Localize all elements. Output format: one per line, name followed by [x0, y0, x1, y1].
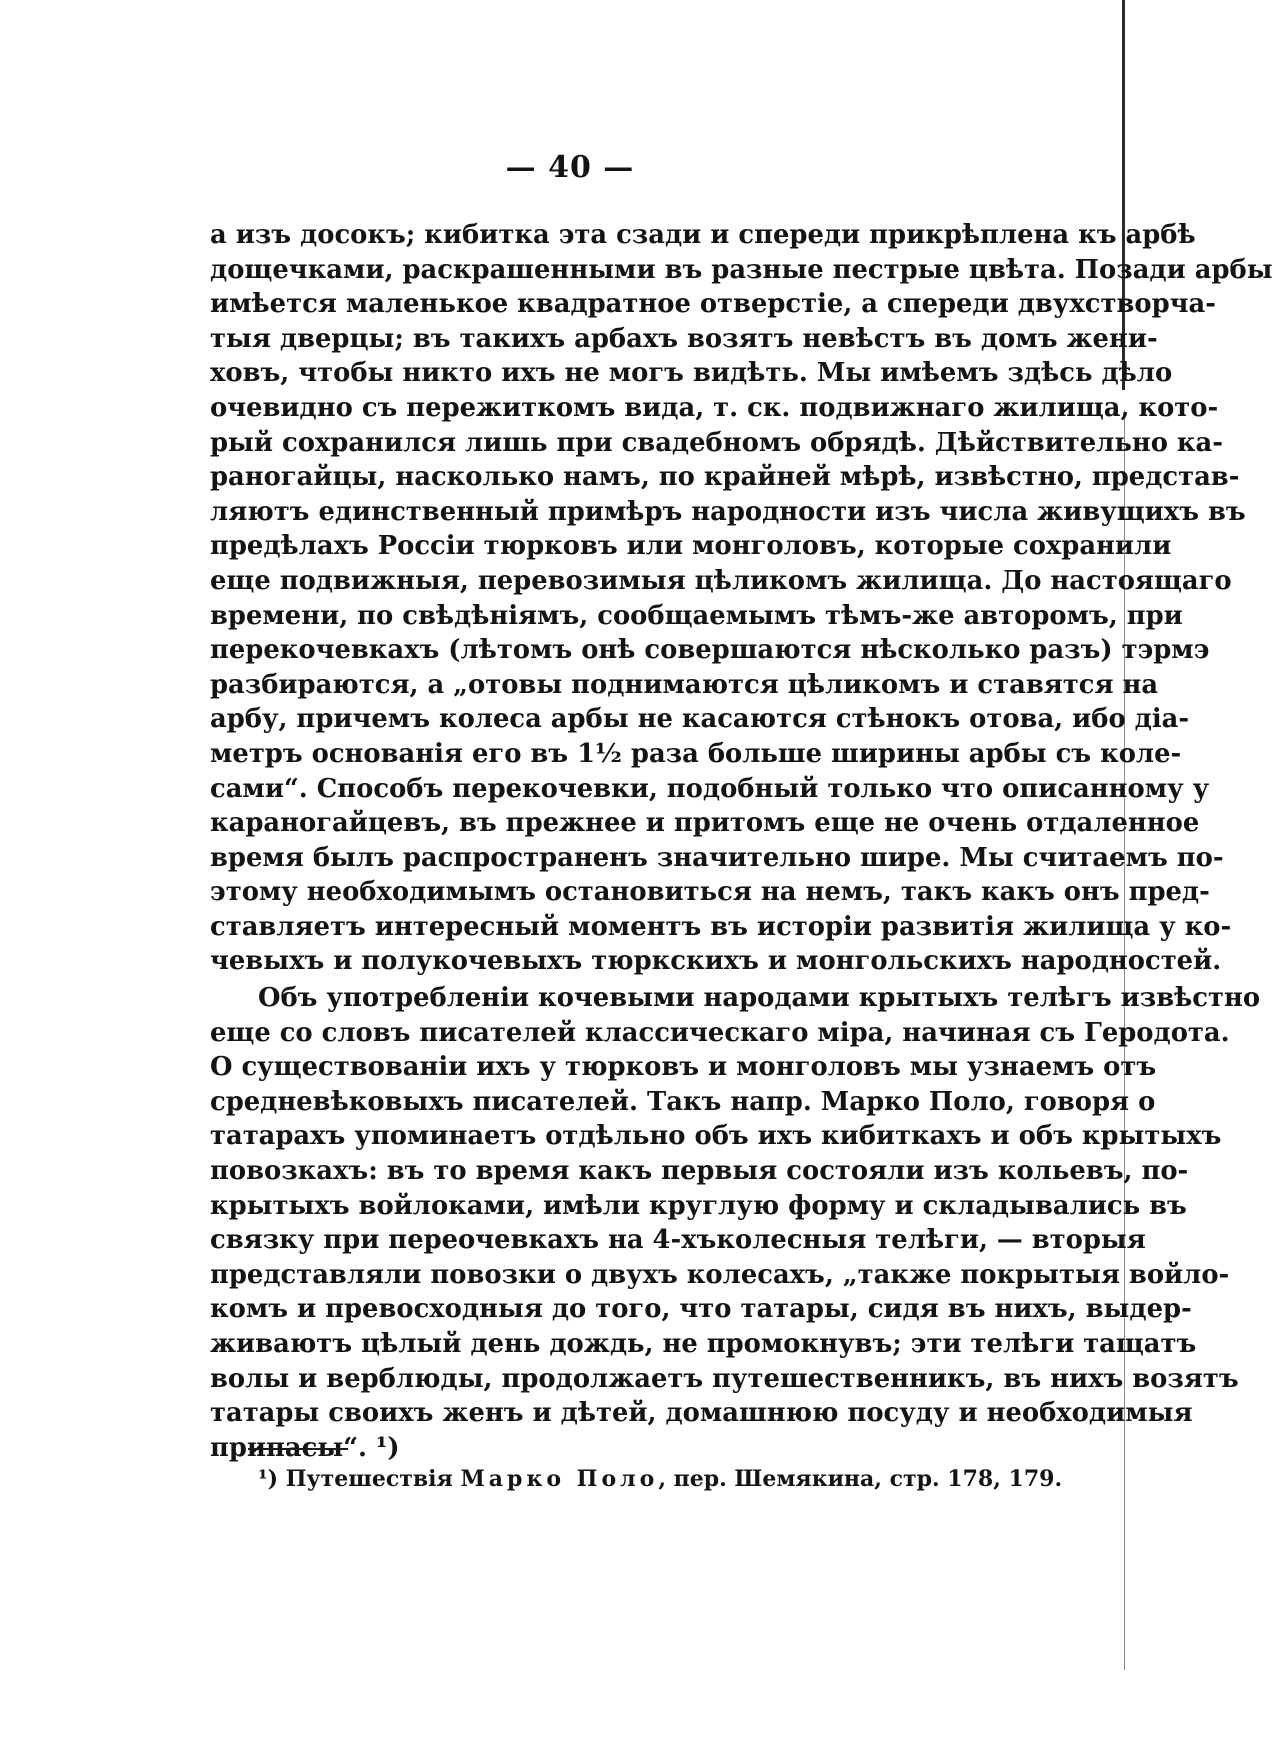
text-line: волы и верблюды, продолжаетъ путешественникъ, въ нихъ возятъ	[210, 1363, 1239, 1394]
text-line: а изъ досокъ; кибитка эта сзади и спереди прикрѣплена къ арбѣ	[210, 220, 1196, 250]
text-line: караногайцевъ, въ прежнее и притомъ еще не очень отдаленное	[210, 808, 1200, 839]
text-line: очевидно съ пережиткомъ вида, т. ск. подвижнаго жилища, кото-	[210, 392, 1219, 423]
text-line: дощечками, раскрашенными въ разные пестрые цвѣта. Позади арбы	[210, 254, 1273, 285]
footnote-separator	[248, 1448, 348, 1450]
text-line: связку при переочевкахъ на 4-хъколесныя телѣги, — вторыя	[210, 1225, 1146, 1256]
text-line: татарахъ упоминаетъ отдѣльно объ ихъ кибиткахъ и объ крытыхъ	[210, 1121, 1222, 1152]
text-line: припасы“. ¹)	[210, 1432, 400, 1463]
text-line: времени, по свѣдѣніямъ, сообщаемымъ тѣмъ-же авторомъ, при	[210, 600, 1183, 631]
text-line: чевыхъ и полукочевыхъ тюркскихъ и монгольскихъ народностей.	[210, 946, 1222, 977]
text-line: разбираются, а „отовы поднимаются цѣликомъ и ставятся на	[210, 669, 1159, 700]
text-line: этому необходимымъ остановиться на немъ, такъ какъ онъ пред-	[210, 877, 1210, 908]
text-line: живаютъ цѣлый день дождь, не промокнувъ; эти телѣги тащатъ	[210, 1329, 1197, 1359]
text-line: Объ употребленіи кочевыми народами крытыхъ телѣгъ извѣстно	[258, 983, 1261, 1014]
text-line: средневѣковыхъ писателей. Такъ напр. Марко Поло, говоря о	[210, 1086, 1156, 1117]
text-line: повозкахъ: въ то время какъ первыя состояли изъ кольевъ, по-	[210, 1156, 1189, 1187]
text-line: раногайцы, насколько намъ, по крайней мѣрѣ, извѣстно, представ-	[210, 462, 1240, 493]
text-line: предѣлахъ Россіи тюрковъ или монголовъ, которые сохранили	[210, 531, 1172, 562]
footnote	[258, 1466, 1063, 1492]
body-text	[210, 218, 1273, 1465]
text-line: еще подвижныя, перевозимыя цѣликомъ жилища. До настоящаго	[210, 565, 1232, 596]
text-line: имѣется маленькое квадратное отверстіе, а спереди двухстворча-	[210, 289, 1216, 320]
text-line: татары своихъ женъ и дѣтей, домашнюю посуду и необходимыя	[210, 1398, 1193, 1429]
text-line: ляютъ единственный примѣръ народности изъ числа живущихъ въ	[210, 496, 1246, 527]
text-line: метръ основанія его въ 1½ раза больше ширины арбы съ коле-	[210, 738, 1182, 769]
text-line: ставляетъ интересный моментъ въ исторіи развитія жилища у ко-	[210, 911, 1232, 942]
page-number: — 40 —	[505, 150, 635, 185]
footnote-marker: ¹)	[258, 1466, 279, 1492]
text-line: тыя дверцы; въ такихъ арбахъ возятъ невѣстъ въ домъ жени-	[210, 323, 1158, 354]
text-line: представляли повозки о двухъ колесахъ, „также покрытыя войло-	[210, 1259, 1230, 1290]
footnote-text-before: Путешествія	[285, 1466, 453, 1492]
paragraph-2	[210, 981, 1261, 1465]
paragraph-1	[210, 218, 1273, 979]
footnote-text-after: , пер. Шемякина, стр. 178, 179.	[658, 1466, 1063, 1492]
text-line: перекочевкахъ (лѣтомъ онѣ совершаются нѣсколько разъ) тэрмэ	[210, 635, 1210, 666]
text-line: комъ и превосходныя до того, что татары, сидя въ нихъ, выдер-	[210, 1294, 1192, 1325]
footnote-author: Марко Поло	[460, 1466, 659, 1492]
text-line: рый сохранился лишь при свадебномъ обрядѣ. Дѣйствительно ка-	[210, 427, 1223, 458]
text-line: еще со словъ писателей классическаго міра, начиная съ Геродота.	[210, 1017, 1230, 1048]
text-line: крытыхъ войлоками, имѣли круглую форму и складывались въ	[210, 1190, 1187, 1221]
text-line: время былъ распространенъ значительно шире. Мы считаемъ по-	[210, 842, 1224, 873]
text-line: ховъ, чтобы никто ихъ не могъ видѣть. Мы имѣемъ здѣсь дѣло	[210, 358, 1173, 389]
text-line: О существованіи ихъ у тюрковъ и монголовъ мы узнаемъ отъ	[210, 1052, 1157, 1083]
text-line: арбу, причемъ колеса арбы не касаются стѣнокъ отова, ибо діа-	[210, 704, 1190, 735]
text-line: сами“. Способъ перекочевки, подобный только что описанному у	[210, 773, 1210, 804]
